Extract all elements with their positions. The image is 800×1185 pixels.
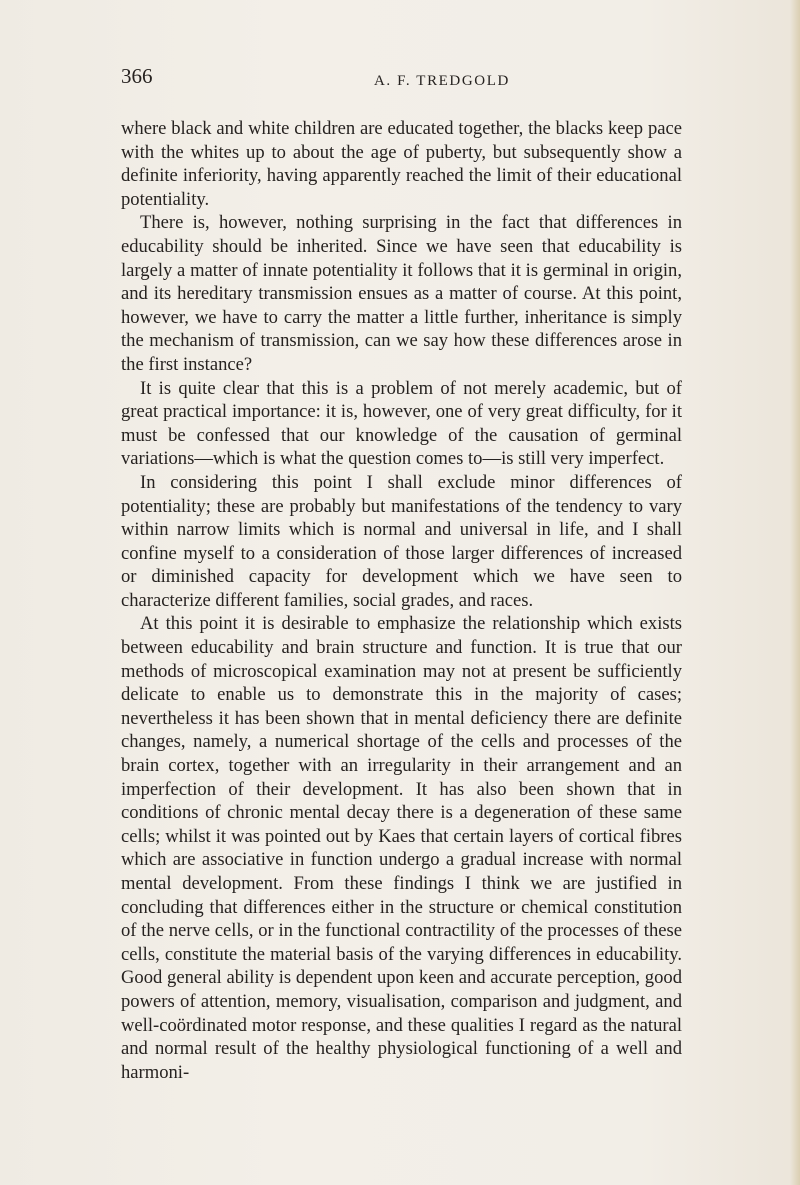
running-head: A. F. TREDGOLD <box>374 73 510 89</box>
page-header <box>121 64 681 94</box>
paragraph: It is quite clear that this is a problem of not merely academic, but of great practical importance: it is, however, one of very great difficulty, for it must be confessed that our knowledge of the causation of germinal variations—which is what the question comes to—is still very imperfect. <box>121 377 682 470</box>
page-number: 366 <box>121 64 153 88</box>
page-edge-shadow <box>790 0 800 1185</box>
body-text <box>121 117 682 1084</box>
paragraph: There is, however, nothing surprising in the fact that differences in educability should be inherited. Since we have seen that educability is largely a matter of innate potentiality it follows that it is germinal in origin, and its hereditary transmission ensues as a matter of course. At this point, however, we have to carry the matter a little further, inheritance is simply the mechanism of transmission, can we say how these differences arose in the first instance? <box>121 212 682 375</box>
paragraph: At this point it is desirable to emphasize the relationship which exists between educability and brain structure and function. It is true that our methods of microscopical examination may not at present be sufficiently delicate to enable us to demonstrate this in the majority of cases; nevertheless it has been shown that in mental deficiency there are definite changes, namely, a numerical shortage of the cells and processes of the brain cortex, together with an irregularity in their arrangement and an imperfection of their development. It has also been shown that in conditions of chronic mental decay there is a degeneration of these same cells; whilst it was pointed out by Kaes that certain layers of cortical fibres which are associative in function undergo a gradual increase with normal mental development. From these findings I think we are justified in concluding that differences either in the structure or chemical constitution of the nerve cells, or in the functional contractility of the processes of these cells, constitute the material basis of the varying differences in educability. Good general ability is dependent upon keen and accurate perception, good powers of attention, memory, visualisation, comparison and judgment, and well-coördinated motor response, and these qualities I regard as the natural and normal result of the healthy physiological functioning of a well and harmoni- <box>121 613 682 1083</box>
paragraph: where black and white children are educated together, the blacks keep pace with the whites up to about the age of puberty, but subsequently show a definite inferiority, having apparently reached the limit of their educational potentiality. <box>121 118 682 210</box>
paragraph: In considering this point I shall exclude minor differences of potentiality; these are probably but manifestations of the tendency to vary within narrow limits which is normal and universal in life, and I shall confine myself to a consideration of those larger differences of increased or diminished capacity for development which we have seen to characterize different families, social grades, and races. <box>121 471 682 611</box>
